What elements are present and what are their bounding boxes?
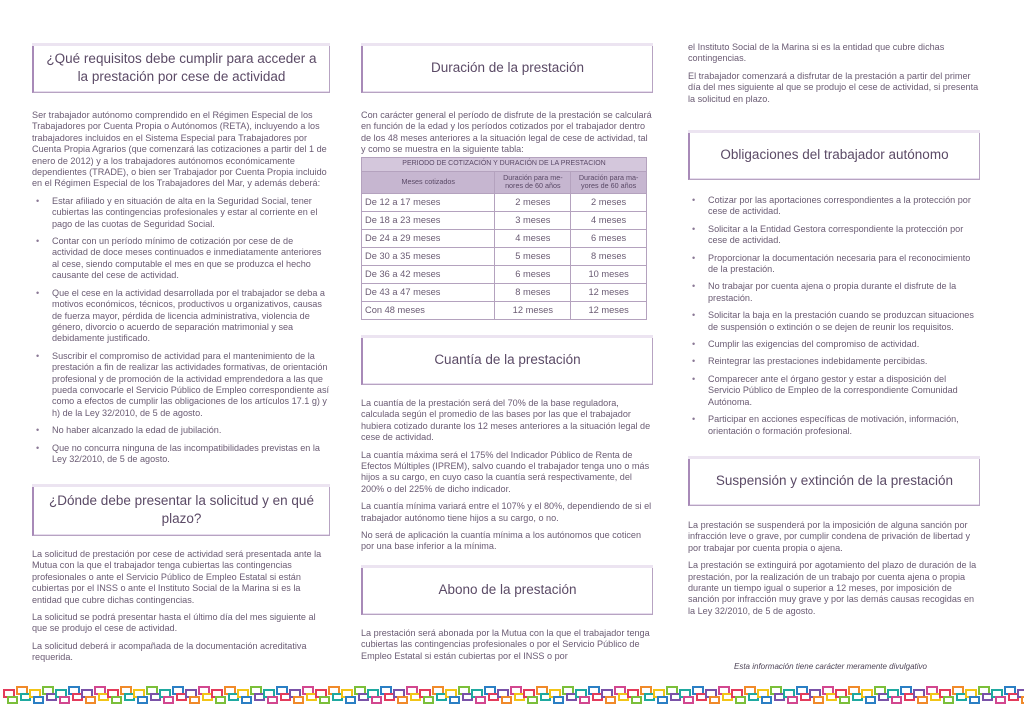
border-link [476, 697, 485, 703]
border-link [346, 697, 355, 703]
border-link [749, 694, 758, 700]
border-link [563, 687, 573, 694]
border-link [979, 687, 989, 694]
border-link [528, 697, 537, 703]
border-link [398, 697, 407, 703]
border-link [420, 690, 430, 697]
paragraph: La cuantía máxima será el 175% del Indicador Público de Renta de Efectos Múltiples (IPREM), salvo cuando el trabajador tenga uno o más hijos a su cargo, en cuyo caso la cuantía será respectivamente, del 200% o del 225% de dicho indicador. [361, 449, 650, 494]
table-cell: De 12 a 17 meses [362, 193, 495, 211]
border-link [164, 697, 173, 703]
border-link [108, 690, 118, 697]
border-link [719, 687, 729, 694]
border-link [849, 687, 859, 694]
border-link [615, 687, 625, 694]
border-link [342, 690, 352, 697]
border-link [905, 694, 914, 700]
border-link [550, 690, 560, 697]
border-link [43, 687, 53, 694]
border-link [602, 690, 612, 697]
abono-continued [688, 42, 980, 111]
border-link [554, 697, 563, 703]
border-link [606, 697, 615, 703]
list-item: • No haber alcanzado la edad de jubilación. [32, 425, 330, 436]
table-cell: 6 meses [495, 265, 571, 283]
table-cell: 8 meses [495, 283, 571, 301]
border-link [359, 694, 368, 700]
border-link [112, 697, 121, 703]
border-link [290, 690, 300, 697]
border-link [34, 697, 43, 703]
border-link [329, 687, 339, 694]
border-link [511, 687, 521, 694]
border-link [853, 694, 862, 700]
table-cell: De 24 a 29 meses [362, 229, 495, 247]
border-link [294, 697, 303, 703]
border-link [593, 694, 602, 700]
list-item: • Participar en acciones específicas de motivación, información, orientación o formación profesional. [688, 414, 980, 437]
border-link [229, 694, 238, 700]
border-link [281, 694, 290, 700]
section-title-duracion [361, 43, 653, 93]
border-link [762, 697, 771, 703]
border-link [892, 697, 901, 703]
list-item: • Estar afiliado y en situación de alta en la Seguridad Social, tener cubiertas las contingencias profesionales y estar al corriente en el pago de las cuotas de Seguridad Social. [32, 196, 330, 230]
border-link [212, 690, 222, 697]
solicitud-body [32, 549, 330, 670]
border-link [173, 687, 183, 694]
disclaimer-note: Esta información tiene carácter meramente divulgativo [734, 662, 927, 671]
border-link [502, 697, 511, 703]
border-link [60, 697, 69, 703]
duracion-table [361, 157, 647, 320]
border-link [771, 687, 781, 694]
border-link [186, 690, 196, 697]
border-link [151, 694, 160, 700]
border-link [264, 690, 274, 697]
border-link [784, 690, 794, 697]
border-link [320, 697, 329, 703]
border-link [862, 690, 872, 697]
border-link [277, 687, 287, 694]
list-item: • No trabajar por cuenta ajena o propia durante el disfrute de la prestación. [688, 281, 980, 304]
paragraph: No será de aplicación la cuantía mínima a los autónomos que coticen por una base inferior a la mínima. [361, 530, 642, 552]
table-cell: 4 meses [571, 211, 647, 229]
section-title-requisitos [32, 43, 330, 93]
paragraph: La solicitud se podrá presentar hasta el último día del mes siguiente al que se produjo el cese de actividad. [32, 612, 316, 634]
border-link [316, 690, 326, 697]
table-cell: De 30 a 35 meses [362, 247, 495, 265]
border-link [1018, 690, 1024, 697]
table-cell: De 36 a 42 meses [362, 265, 495, 283]
border-link [797, 687, 807, 694]
table-row [362, 265, 647, 283]
list-item: • Que el cese en la actividad desarrollada por el trabajador se deba a motivos económicos, técnicos, productivos u organizativos, causas de fuerza mayor, pérdida de licencia administrativa, violencia de género, divorcio o acuerdo de separación matrimonial y sea debidamente justificado. [32, 288, 330, 345]
border-link [667, 687, 677, 694]
list-item: • Contar con un período mínimo de cotización por cese de de actividad de doce meses continuados e inmediatamente anteriores al cese, siendo computable el mes en que se produzca el hecho causante del cese de actividad. [32, 236, 330, 282]
border-link [680, 690, 690, 697]
border-link [654, 690, 664, 697]
border-link [333, 694, 342, 700]
border-link [810, 690, 820, 697]
border-link [216, 697, 225, 703]
border-link [450, 697, 459, 703]
border-link [931, 694, 940, 700]
border-link [710, 697, 719, 703]
border-link [498, 690, 508, 697]
border-link [940, 690, 950, 697]
border-link [86, 697, 95, 703]
border-link [888, 690, 898, 697]
border-link [82, 690, 92, 697]
border-link [17, 687, 27, 694]
border-link [411, 694, 420, 700]
border-link [307, 694, 316, 700]
border-link [801, 694, 810, 700]
table-cell: 2 meses [495, 193, 571, 211]
border-link [134, 690, 144, 697]
border-link [242, 697, 251, 703]
border-link [69, 687, 79, 694]
duracion-intro: Con carácter general el período de disfrute de la prestación se calculará en función de la edad y los períodos cotizados por el trabajador dentro de los 48 meses anteriores a la situación legal de cese de actividad, tal y como se muestra en la siguiente tabla: [361, 110, 652, 155]
paragraph: La prestación se extinguirá por agotamiento del plazo de duración de la prestación, por la realización de un trabajo por cuenta ajena o propia durante un tiempo igual o superior a 12 meses, por imposición de sanción por infracción muy grave y por las demás causas recogidas en la Ley 32/2010, de 5 de agosto. [688, 560, 977, 616]
border-link [966, 690, 976, 697]
border-link [775, 694, 784, 700]
table-cell: 2 meses [571, 193, 647, 211]
border-link [914, 690, 924, 697]
heading-duracion: Duración de la prestación [430, 60, 585, 76]
border-link [225, 687, 235, 694]
section-title-obligaciones [688, 130, 980, 180]
border-link [658, 697, 667, 703]
border-link [758, 690, 768, 697]
table-row [362, 211, 647, 229]
border-link [368, 690, 378, 697]
section-title-abono [361, 565, 653, 615]
border-link [723, 694, 732, 700]
table-row [362, 229, 647, 247]
table-cell: 6 meses [571, 229, 647, 247]
border-link [918, 697, 927, 703]
table-cell: 4 meses [495, 229, 571, 247]
heading-abono: Abono de la prestación [438, 582, 577, 598]
border-link [983, 694, 992, 700]
list-item: • Comparecer ante el órgano gestor y estar a disposición del Servicio Público de Empleo de la correspondiente Comunidad Autónoma. [688, 374, 980, 408]
border-link [632, 697, 641, 703]
border-link [385, 694, 394, 700]
border-link [4, 690, 14, 697]
border-link [121, 687, 131, 694]
border-link [177, 694, 186, 700]
border-link [823, 687, 833, 694]
border-link [996, 697, 1005, 703]
table-row [362, 301, 647, 319]
table-row [362, 247, 647, 265]
border-link [697, 694, 706, 700]
table-header: Duración para ma-yores de 60 años [571, 171, 647, 193]
list-item: • Cotizar por las aportaciones correspondientes a la protección por cese de actividad. [688, 195, 980, 218]
table-cell: 5 meses [495, 247, 571, 265]
table-header: Meses cotizados [362, 171, 495, 193]
table-row [362, 193, 647, 211]
list-item: • Cumplir las exigencias del compromiso de actividad. [688, 339, 980, 350]
table-row [362, 283, 647, 301]
border-link [745, 687, 755, 694]
border-link [251, 687, 261, 694]
cuantia-body [361, 398, 653, 559]
border-link [21, 694, 30, 700]
border-link [255, 694, 264, 700]
border-link [628, 690, 638, 697]
border-link [203, 694, 212, 700]
border-link [814, 697, 823, 703]
heading-cuantia: Cuantía de la prestación [434, 352, 581, 368]
list-item: • Proporcionar la documentación necesaria para el reconocimiento de la prestación. [688, 253, 980, 276]
border-link [437, 694, 446, 700]
paragraph: La cuantía mínima variará entre el 107% y el 80%, dependiendo de si el trabajador autónomo tiene hijos a su cargo, o no. [361, 501, 652, 523]
table-cell: Con 48 meses [362, 301, 495, 319]
border-link [576, 690, 586, 697]
border-link [619, 694, 628, 700]
table-cell: 10 meses [571, 265, 647, 283]
border-link [199, 687, 209, 694]
border-link [381, 687, 391, 694]
border-link [446, 690, 456, 697]
border-link [901, 687, 911, 694]
border-link [589, 687, 599, 694]
border-link [372, 697, 381, 703]
suspension-body [688, 520, 980, 623]
table-cell: 12 meses [571, 283, 647, 301]
section-title-solicitud [32, 484, 330, 536]
paragraph: el Instituto Social de la Marina si es la entidad que cubre dichas contingencias. [688, 42, 945, 64]
border-link [125, 694, 134, 700]
table-cell: De 18 a 23 meses [362, 211, 495, 229]
border-link [407, 687, 417, 694]
border-link [524, 690, 534, 697]
border-link [537, 687, 547, 694]
border-link [8, 697, 17, 703]
border-link [875, 687, 885, 694]
section-title-cuantia [361, 335, 653, 385]
border-link [160, 690, 170, 697]
border-link [693, 687, 703, 694]
heading-solicitud: ¿Dónde debe presentar la solicitud y en qué plazo? [49, 493, 314, 526]
list-item: • Reintegrar las prestaciones indebidamente percibidas. [688, 356, 980, 367]
border-link [567, 694, 576, 700]
border-link [30, 690, 40, 697]
border-link [433, 687, 443, 694]
abono-body: La prestación será abonada por la Mutua con la que el trabajador tenga cubiertas las contingencias profesionales o por el Servicio Público de Empleo Estatal si están cubiertas por el INSS o por [361, 628, 650, 661]
border-link [303, 687, 313, 694]
border-link [866, 697, 875, 703]
border-link [788, 697, 797, 703]
paragraph: La solicitud deberá ir acompañada de la documentación acreditativa requerida. [32, 640, 307, 663]
border-link [147, 687, 157, 694]
border-link [394, 690, 404, 697]
table-cell: 12 meses [571, 301, 647, 319]
border-link [827, 694, 836, 700]
border-link [99, 694, 108, 700]
border-link [238, 690, 248, 697]
border-link [944, 697, 953, 703]
border-link [485, 687, 495, 694]
heading-suspension: Suspensión y extinción de la prestación [715, 473, 954, 489]
border-link [1009, 694, 1018, 700]
border-link [424, 697, 433, 703]
requisitos-intro: Ser trabajador autónomo comprendido en el Régimen Especial de los Trabajadores por Cuenta Propia o Autónomos (RETA), incluyendo a los trabajadores incluidos en el Sistema Especial para Trabajadores por Cuenta Propia Agrarios (que comenzará las cotizaciones a partir del 1 de enero de 2012) y a los trabajadores autónomos económicamente dependientes (TRADE), o bien ser Trabajador por Cuenta Propia incluido en el Régimen Especial de los Trabajadores del Mar, y además deberá: [32, 110, 327, 189]
list-item: • Suscribir el compromiso de actividad para el mantenimiento de la prestación a fin de realizar las actividades formativas, de orientación profesional y de promoción de la actividad emprendedora a las que pueda convocarle el Servicio Público de Empleo correspondiente así como a efectos de cumplir las obligaciones de los artículos 17.1 g) y h) de la Ley 32/2010, de 5 de agosto. [32, 351, 330, 419]
list-item: • Que no concurra ninguna de las incompatibilidades previstas en la Ley 32/2010, de 5 de agosto. [32, 443, 330, 466]
table-cell: 8 meses [571, 247, 647, 265]
border-link [472, 690, 482, 697]
border-link [541, 694, 550, 700]
table-caption: PERIODO DE COTIZACIÓN Y DURACIÓN DE LA PRESTACION [362, 158, 647, 172]
border-link [1005, 687, 1015, 694]
border-link [138, 697, 147, 703]
border-link [95, 687, 105, 694]
section-title-suspension [688, 456, 980, 506]
border-link [355, 687, 365, 694]
heading-requisitos: ¿Qué requisitos debe cumplir para acceder a la prestación por cese de actividad [46, 51, 317, 84]
border-link [645, 694, 654, 700]
paragraph: El trabajador comenzará a disfrutar de la prestación a partir del primer día del mes siguiente al que se produjo el cese de actividad, si presenta la solicitud en plazo. [688, 70, 979, 104]
border-link [706, 690, 716, 697]
obligaciones-list [688, 195, 980, 437]
heading-obligaciones: Obligaciones del trabajador autónomo [720, 147, 949, 163]
paragraph: La solicitud de prestación por cese de actividad será presentada ante la Mutua con la que el trabajador tenga cubiertas las contingencias profesionales o ante el Servicio Público de Empleo Estatal si están cubiertas por el INSS o ante el Instituto Social de la Marina si es la entidad que cubre dichas contingencias. [32, 549, 322, 605]
table-cell: De 43 a 47 meses [362, 283, 495, 301]
border-link [732, 690, 742, 697]
table-cell: 12 meses [495, 301, 571, 319]
requisitos-list [32, 196, 330, 466]
border-link [927, 687, 937, 694]
border-link [736, 697, 745, 703]
requisitos-body [32, 110, 330, 471]
border-link [970, 697, 979, 703]
border-link [992, 690, 1002, 697]
border-link [836, 690, 846, 697]
paragraph: La cuantía de la prestación será del 70% de la base reguladora, calculada según el promedio de las bases por las que el trabajador hubiera cotizado durante los 12 meses anteriores a la situación legal de cese de actividad. [361, 398, 651, 443]
border-link [515, 694, 524, 700]
border-link [580, 697, 589, 703]
border-link [489, 694, 498, 700]
border-link [953, 687, 963, 694]
border-link [463, 694, 472, 700]
list-item: • Solicitar a la Entidad Gestora correspondiente la protección por cese de actividad. [688, 224, 980, 247]
table-cell: 3 meses [495, 211, 571, 229]
border-link [459, 687, 469, 694]
border-link [73, 694, 82, 700]
border-link [641, 687, 651, 694]
obligaciones-body [688, 195, 980, 443]
list-item: • Solicitar la baja en la prestación cuando se produzcan situaciones de suspensión o extinción o se dejen de reunir los requisitos. [688, 310, 980, 333]
table-header: Duración para me-nores de 60 años [495, 171, 571, 193]
paragraph: La prestación se suspenderá por la imposición de alguna sanción por infracción leve o grave, por cumplir condena de privación de libertad y por trabajar por cuenta propia o ajena. [688, 520, 971, 553]
border-link [268, 697, 277, 703]
border-link [684, 697, 693, 703]
border-link [840, 697, 849, 703]
border-link [879, 694, 888, 700]
border-link [671, 694, 680, 700]
border-link [190, 697, 199, 703]
decorative-border-pattern [0, 684, 1024, 706]
border-link [47, 694, 56, 700]
border-link [56, 690, 66, 697]
border-link [957, 694, 966, 700]
